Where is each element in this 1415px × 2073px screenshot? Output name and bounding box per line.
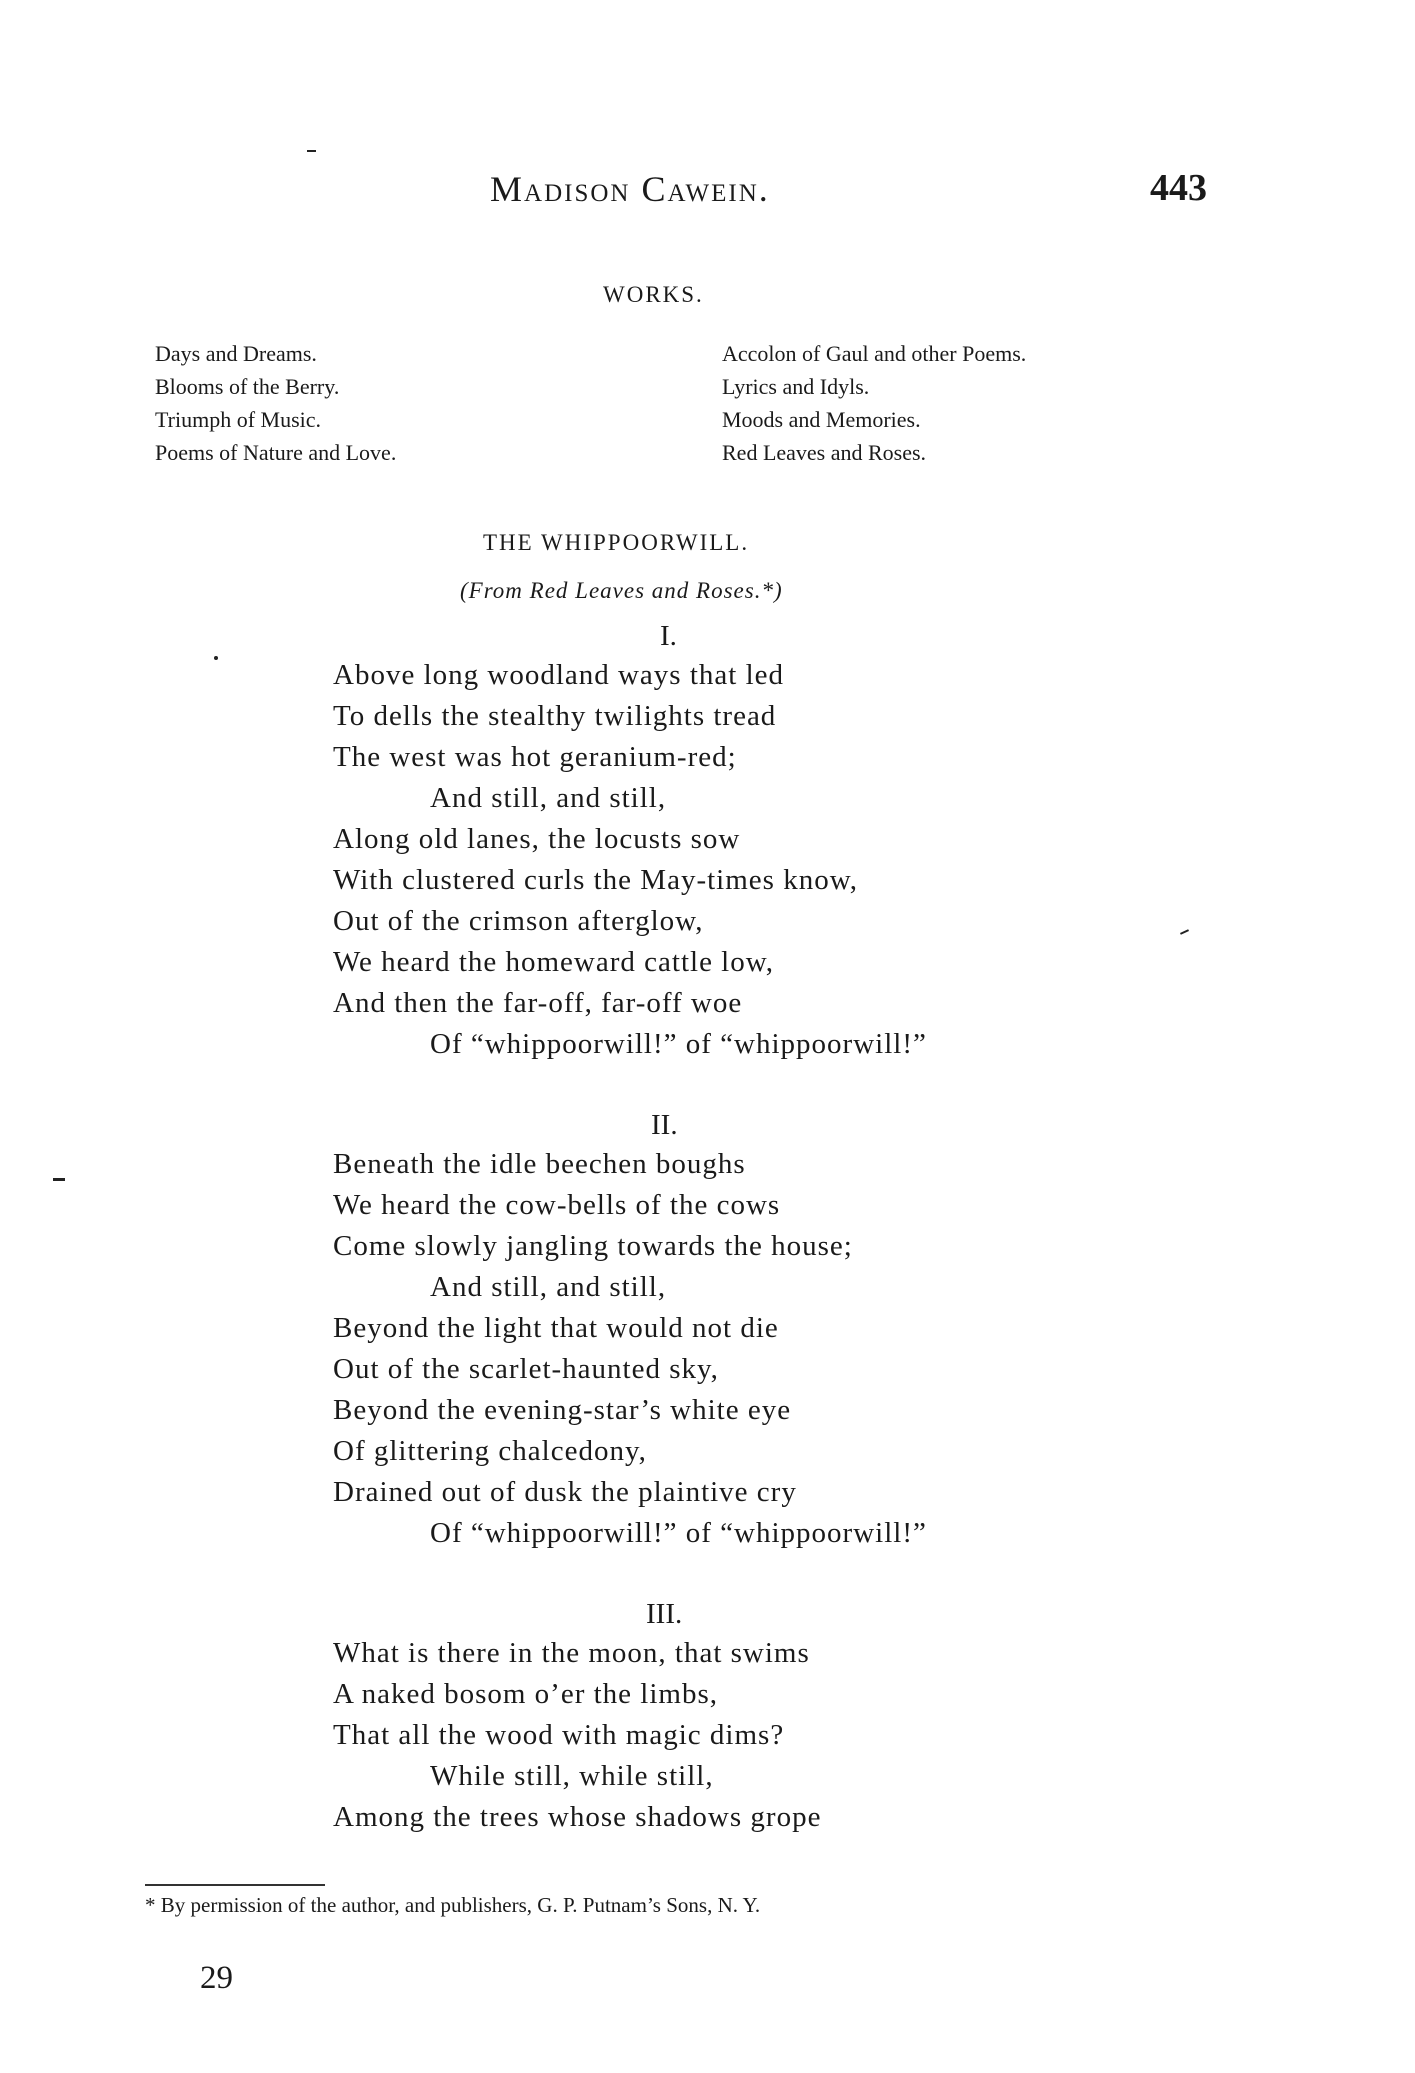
poem-line: With clustered curls the May-times know,	[333, 864, 858, 896]
poem-line: And still, and still,	[430, 1271, 667, 1303]
poem-line: Along old lanes, the locusts sow	[333, 823, 741, 855]
poem-line: Of “whippoorwill!” of “whippoorwill!”	[430, 1517, 927, 1549]
poem-line: To dells the stealthy twilights tread	[333, 700, 777, 732]
work-title: Moods and Memories.	[722, 407, 921, 432]
works-right-column	[722, 337, 1026, 469]
work-title: Days and Dreams.	[155, 341, 317, 366]
poem-line: Of glittering chalcedony,	[333, 1435, 647, 1467]
poem-line: That all the wood with magic dims?	[333, 1719, 785, 1751]
poem-line: The west was hot geranium-red;	[333, 741, 737, 773]
poem-line: Above long woodland ways that led	[333, 659, 785, 691]
work-title: Triumph of Music.	[155, 407, 322, 432]
print-mark	[307, 150, 316, 152]
poem-line: Beyond the evening-star’s white eye	[333, 1394, 792, 1426]
poem-line: Of “whippoorwill!” of “whippoorwill!”	[430, 1028, 927, 1060]
print-mark	[53, 1178, 65, 1181]
poem-source: (From Red Leaves and Roses.*)	[460, 578, 783, 603]
poem-line: A naked bosom o’er the limbs,	[333, 1678, 719, 1710]
poem-line: Drained out of dusk the plaintive cry	[333, 1476, 797, 1508]
print-mark	[214, 656, 218, 660]
work-title: Poems of Nature and Love.	[155, 440, 397, 465]
stanza-number: II.	[651, 1109, 678, 1141]
stanza-number: III.	[646, 1598, 683, 1630]
print-mark	[1180, 929, 1189, 935]
poem-line: Beyond the light that would not die	[333, 1312, 779, 1344]
work-title: Red Leaves and Roses.	[722, 440, 927, 465]
footnote-rule	[145, 1884, 325, 1886]
poem-line: We heard the homeward cattle low,	[333, 946, 775, 978]
work-title: Accolon of Gaul and other Poems.	[722, 341, 1027, 366]
poem-line: Among the trees whose shadows grope	[333, 1801, 822, 1833]
footnote: * By permission of the author, and publishers, G. P. Putnam’s Sons, N. Y.	[145, 1893, 761, 1917]
poem-line: And then the far-off, far-off woe	[333, 987, 743, 1019]
poem-line: Out of the scarlet-haunted sky,	[333, 1353, 719, 1385]
works-heading: WORKS.	[603, 282, 704, 307]
page-number: 443	[1150, 167, 1207, 209]
work-title: Blooms of the Berry.	[155, 374, 340, 399]
poem-line: And still, and still,	[430, 782, 667, 814]
poem-line: We heard the cow-bells of the cows	[333, 1189, 781, 1221]
work-title: Lyrics and Idyls.	[722, 374, 870, 399]
signature-number: 29	[200, 1960, 233, 1996]
poem-title: THE WHIPPOORWILL.	[483, 530, 750, 555]
poem-line: What is there in the moon, that swims	[333, 1637, 810, 1669]
poem-line: Out of the crimson afterglow,	[333, 905, 704, 937]
poem-line: While still, while still,	[430, 1760, 714, 1792]
poem-line: Come slowly jangling towards the house;	[333, 1230, 853, 1262]
running-head: Madison Cawein.	[490, 169, 770, 209]
poem-line: Beneath the idle beechen boughs	[333, 1148, 746, 1180]
works-left-column	[155, 337, 396, 469]
stanza-number: I.	[660, 620, 677, 652]
